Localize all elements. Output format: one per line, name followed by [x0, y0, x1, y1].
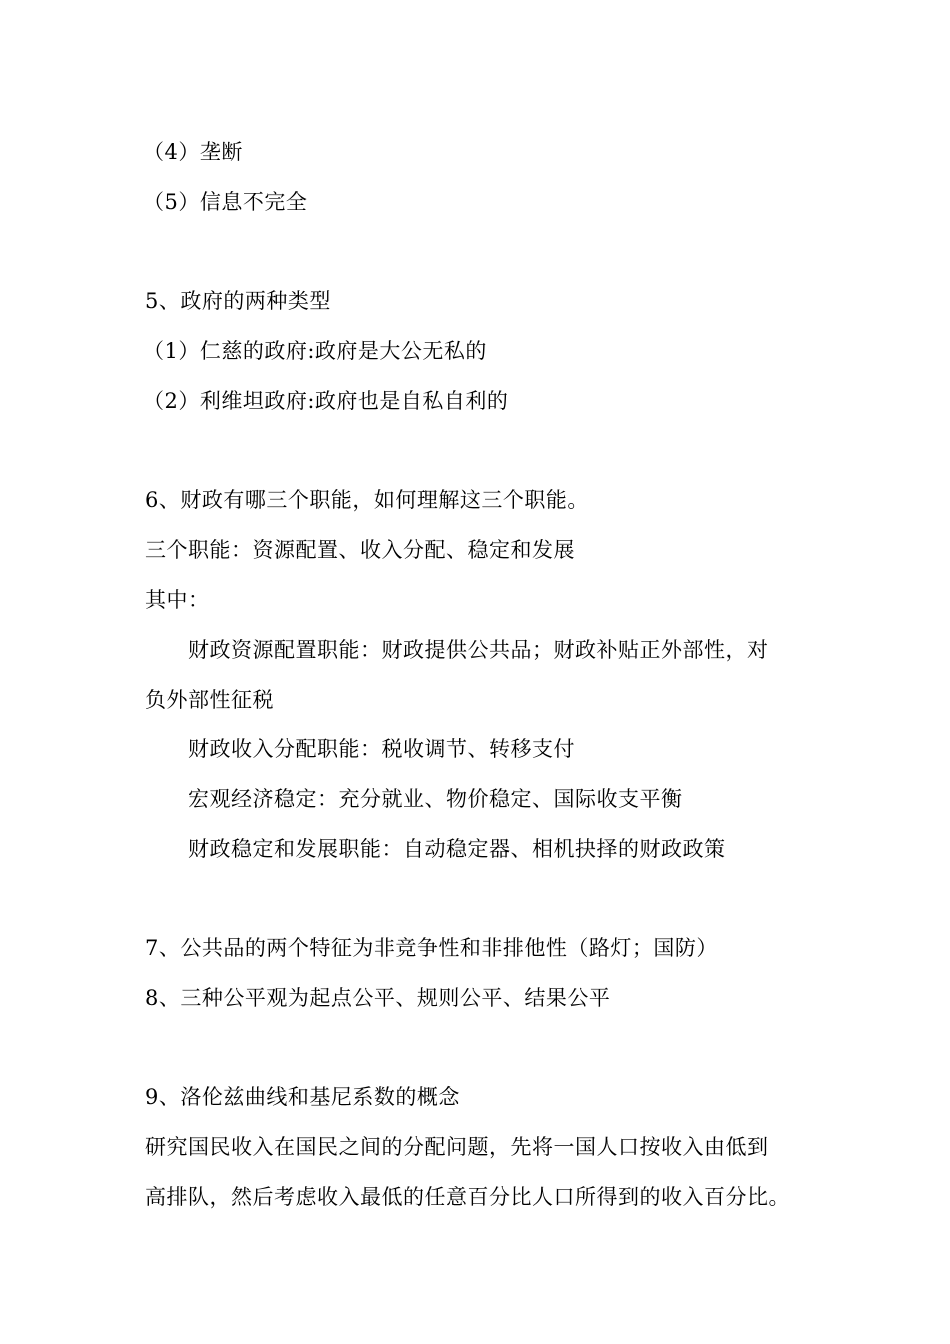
- heading-fairness-views: 8、三种公平观为起点公平、规则公平、结果公平: [145, 986, 611, 1010]
- paragraph-among-them: 其中：: [145, 588, 210, 612]
- paragraph-three-functions: 三个职能：资源配置、收入分配、稳定和发展: [145, 538, 575, 562]
- paragraph-lorenz-definition: 研究国民收入在国民之间的分配问题，先将一国人口按收入由低到: [145, 1135, 769, 1159]
- heading-fiscal-functions: 6、财政有哪三个职能，如何理解这三个职能。: [145, 488, 589, 512]
- heading-public-goods: 7、公共品的两个特征为非竞争性和非排他性（路灯；国防）: [145, 936, 718, 960]
- heading-lorenz-gini: 9、洛伦兹曲线和基尼系数的概念: [145, 1085, 460, 1109]
- paragraph-allocation-function: 财政资源配置职能：财政提供公共品；财政补贴正外部性，对: [188, 638, 769, 662]
- list-item-incomplete-information: （5）信息不完全: [143, 190, 308, 214]
- paragraph-allocation-function-cont: 负外部性征税: [145, 688, 274, 712]
- paragraph-macro-stability: 宏观经济稳定：充分就业、物价稳定、国际收支平衡: [188, 787, 683, 811]
- paragraph-lorenz-definition-cont: 高排队，然后考虑收入最低的任意百分比人口所得到的收入百分比。: [145, 1185, 790, 1209]
- list-item-benevolent-government: （1）仁慈的政府:政府是大公无私的: [143, 339, 487, 363]
- list-item-monopoly: （4）垄断: [143, 140, 243, 164]
- list-item-leviathan-government: （2）利维坦政府:政府也是自私自利的: [143, 389, 509, 413]
- heading-government-types: 5、政府的两种类型: [145, 289, 331, 313]
- paragraph-stability-development-function: 财政稳定和发展职能：自动稳定器、相机抉择的财政政策: [188, 837, 726, 861]
- paragraph-distribution-function: 财政收入分配职能：税收调节、转移支付: [188, 737, 575, 761]
